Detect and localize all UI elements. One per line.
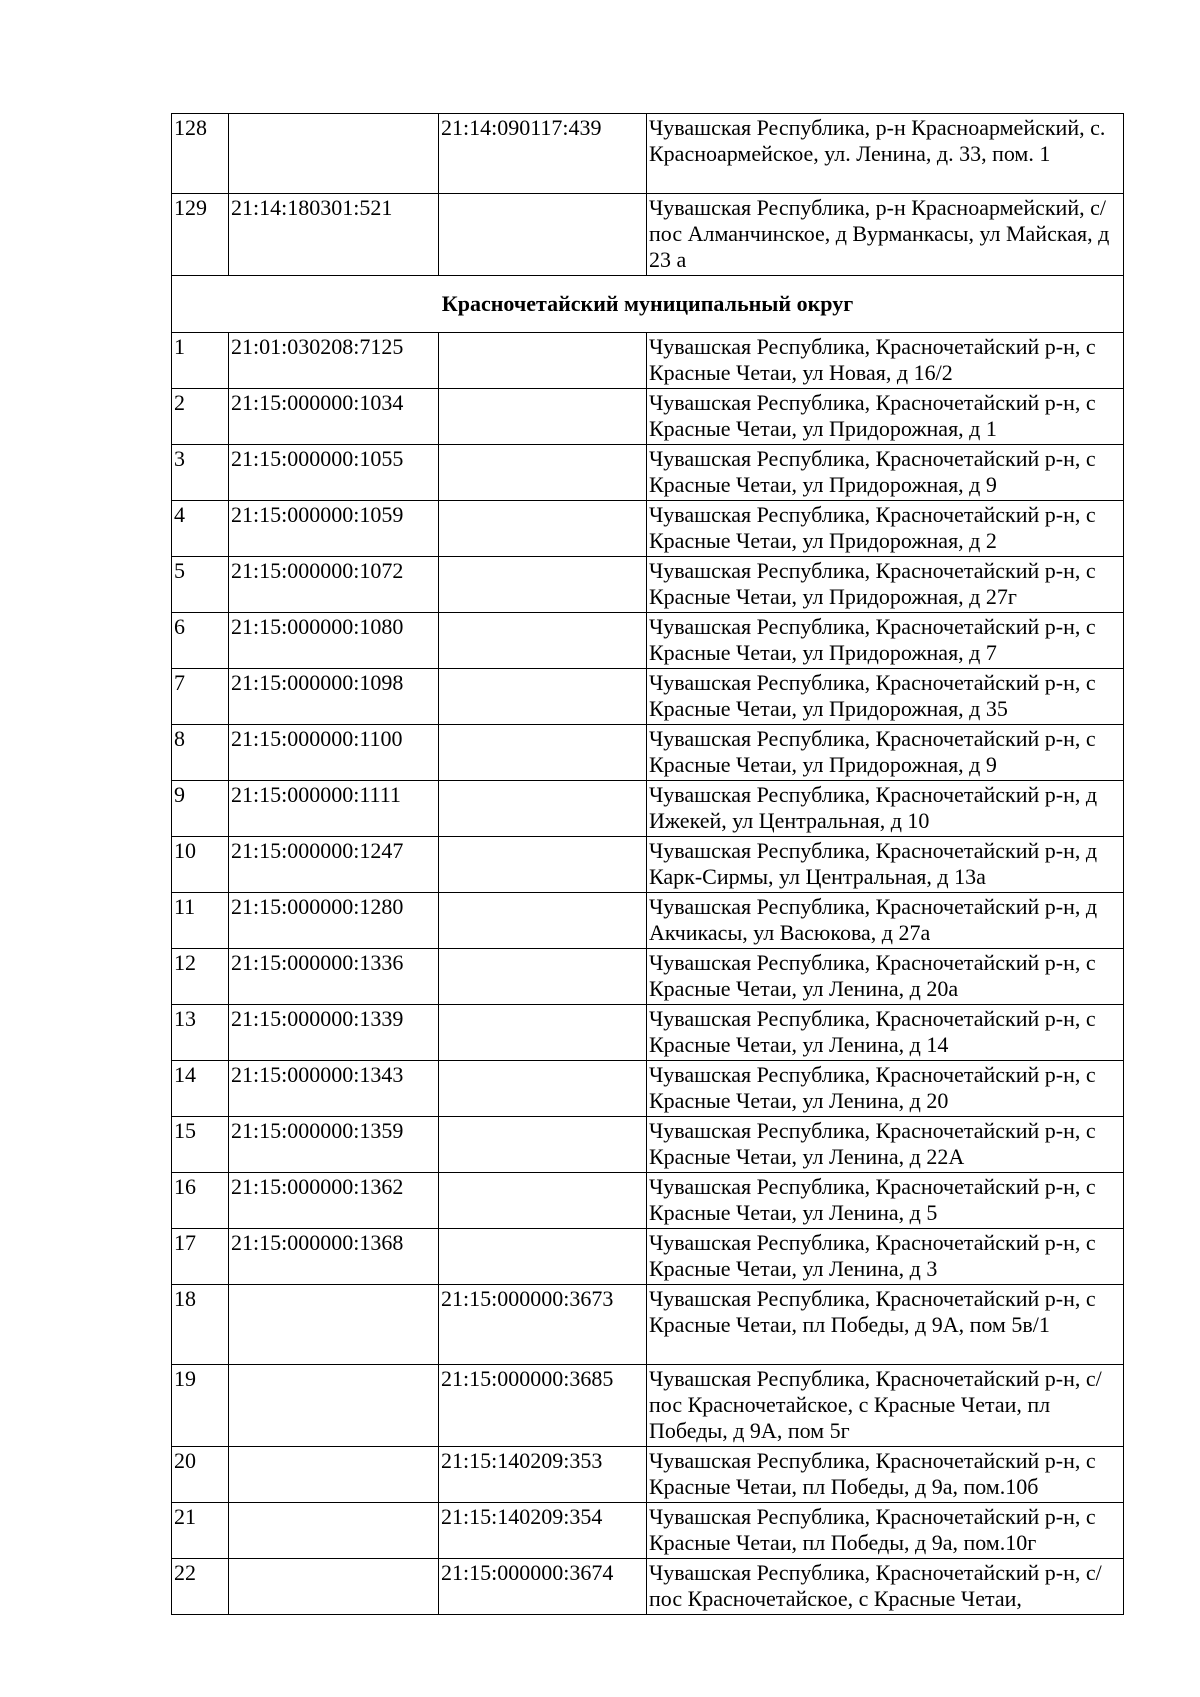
table-row (172, 1061, 1124, 1117)
property-registry-table (171, 113, 1124, 1615)
cadastral-number-land: 21:15:000000:1111 (229, 781, 439, 837)
table-row (172, 1005, 1124, 1061)
row-number: 6 (172, 613, 229, 669)
address-cell: Чувашская Республика, Красночетайский р-н, с Красные Четаи, ул Новая, д 16/2 (647, 333, 1124, 389)
table-row (172, 669, 1124, 725)
cadastral-number-premises (439, 1173, 647, 1229)
table-row (172, 949, 1124, 1005)
address-cell: Чувашская Республика, Красночетайский р-н, с Красные Четаи, ул Ленина, д 20 (647, 1061, 1124, 1117)
cadastral-number-land: 21:15:000000:1247 (229, 837, 439, 893)
table-row (172, 114, 1124, 194)
cadastral-number-land: 21:15:000000:1359 (229, 1117, 439, 1173)
table-row (172, 1503, 1124, 1559)
cadastral-number-premises: 21:15:000000:3674 (439, 1559, 647, 1615)
row-number: 21 (172, 1503, 229, 1559)
cadastral-number-land (229, 1559, 439, 1615)
table-row (172, 1173, 1124, 1229)
table-row (172, 1117, 1124, 1173)
cadastral-number-land: 21:15:000000:1059 (229, 501, 439, 557)
table-row (172, 1229, 1124, 1285)
cadastral-number-premises (439, 1117, 647, 1173)
address-cell: Чувашская Республика, Красночетайский р-н, с Красные Четаи, ул Придорожная, д 9 (647, 725, 1124, 781)
row-number: 128 (172, 114, 229, 194)
cadastral-number-land: 21:15:000000:1034 (229, 389, 439, 445)
table-row (172, 1559, 1124, 1615)
row-number: 12 (172, 949, 229, 1005)
address-cell: Чувашская Республика, Красночетайский р-н, с Красные Четаи, ул Ленина, д 3 (647, 1229, 1124, 1285)
address-cell: Чувашская Республика, р-н Красноармейский, с. Красноармейское, ул. Ленина, д. 33, пом. 1 (647, 114, 1124, 194)
table-row (172, 194, 1124, 276)
cadastral-number-premises (439, 194, 647, 276)
cadastral-number-land: 21:15:000000:1072 (229, 557, 439, 613)
cadastral-number-premises: 21:14:090117:439 (439, 114, 647, 194)
address-cell: Чувашская Республика, Красночетайский р-н, с Красные Четаи, ул Ленина, д 22А (647, 1117, 1124, 1173)
cadastral-number-land (229, 1365, 439, 1447)
table-row (172, 1285, 1124, 1365)
cadastral-number-land (229, 1447, 439, 1503)
cadastral-number-land: 21:15:000000:1362 (229, 1173, 439, 1229)
address-cell: Чувашская Республика, Красночетайский р-н, с Красные Четаи, ул Придорожная, д 9 (647, 445, 1124, 501)
cadastral-number-premises (439, 501, 647, 557)
address-cell: Чувашская Республика, Красночетайский р-н, с Красные Четаи, ул Ленина, д 14 (647, 1005, 1124, 1061)
cadastral-number-premises (439, 725, 647, 781)
cadastral-number-land (229, 1285, 439, 1365)
address-cell: Чувашская Республика, Красночетайский р-н, с Красные Четаи, ул Придорожная, д 2 (647, 501, 1124, 557)
row-number: 7 (172, 669, 229, 725)
cadastral-number-premises (439, 669, 647, 725)
cadastral-number-land: 21:15:000000:1339 (229, 1005, 439, 1061)
row-number: 18 (172, 1285, 229, 1365)
address-cell: Чувашская Республика, Красночетайский р-н, д Ижекей, ул Центральная, д 10 (647, 781, 1124, 837)
row-number: 17 (172, 1229, 229, 1285)
row-number: 15 (172, 1117, 229, 1173)
row-number: 2 (172, 389, 229, 445)
row-number: 14 (172, 1061, 229, 1117)
cadastral-number-land: 21:15:000000:1055 (229, 445, 439, 501)
cadastral-number-land: 21:15:000000:1336 (229, 949, 439, 1005)
cadastral-number-land: 21:15:000000:1368 (229, 1229, 439, 1285)
address-cell: Чувашская Республика, Красночетайский р-н, с Красные Четаи, ул Ленина, д 5 (647, 1173, 1124, 1229)
address-cell: Чувашская Республика, Красночетайский р-н, с Красные Четаи, ул Придорожная, д 7 (647, 613, 1124, 669)
cadastral-number-premises (439, 557, 647, 613)
row-number: 129 (172, 194, 229, 276)
row-number: 3 (172, 445, 229, 501)
row-number: 22 (172, 1559, 229, 1615)
cadastral-number-land: 21:14:180301:521 (229, 194, 439, 276)
cadastral-number-land: 21:01:030208:7125 (229, 333, 439, 389)
cadastral-number-premises (439, 333, 647, 389)
cadastral-number-land (229, 114, 439, 194)
table-row (172, 725, 1124, 781)
section-title: Красночетайский муниципальный округ (172, 276, 1124, 333)
table-row (172, 445, 1124, 501)
address-cell: Чувашская Республика, Красночетайский р-н, с Красные Четаи, ул Ленина, д 20а (647, 949, 1124, 1005)
row-number: 4 (172, 501, 229, 557)
cadastral-number-land: 21:15:000000:1343 (229, 1061, 439, 1117)
section-header (172, 276, 1124, 333)
address-cell: Чувашская Республика, Красночетайский р-н, д Акчикасы, ул Васюкова, д 27а (647, 893, 1124, 949)
cadastral-number-premises (439, 613, 647, 669)
cadastral-number-premises (439, 949, 647, 1005)
cadastral-number-premises (439, 389, 647, 445)
row-number: 13 (172, 1005, 229, 1061)
row-number: 20 (172, 1447, 229, 1503)
table-row (172, 837, 1124, 893)
cadastral-number-land: 21:15:000000:1280 (229, 893, 439, 949)
cadastral-number-premises (439, 893, 647, 949)
address-cell: Чувашская Республика, Красночетайский р-н, д Карк-Сирмы, ул Центральная, д 13а (647, 837, 1124, 893)
row-number: 19 (172, 1365, 229, 1447)
table-row (172, 1365, 1124, 1447)
cadastral-number-premises: 21:15:000000:3673 (439, 1285, 647, 1365)
cadastral-number-premises (439, 1005, 647, 1061)
cadastral-number-land: 21:15:000000:1098 (229, 669, 439, 725)
table-row (172, 893, 1124, 949)
table-row (172, 557, 1124, 613)
cadastral-number-premises (439, 1229, 647, 1285)
cadastral-number-premises: 21:15:000000:3685 (439, 1365, 647, 1447)
address-cell: Чувашская Республика, Красночетайский р-н, с Красные Четаи, ул Придорожная, д 1 (647, 389, 1124, 445)
address-cell: Чувашская Республика, Красночетайский р-н, с/пос Красночетайское, с Красные Четаи, (647, 1559, 1124, 1615)
cadastral-number-land: 21:15:000000:1080 (229, 613, 439, 669)
row-number: 10 (172, 837, 229, 893)
row-number: 5 (172, 557, 229, 613)
cadastral-number-land (229, 1503, 439, 1559)
table-body-krasnochetaisky (172, 333, 1124, 1615)
cadastral-number-land: 21:15:000000:1100 (229, 725, 439, 781)
table-row (172, 1447, 1124, 1503)
row-number: 11 (172, 893, 229, 949)
address-cell: Чувашская Республика, Красночетайский р-н, с Красные Четаи, ул Придорожная, д 35 (647, 669, 1124, 725)
address-cell: Чувашская Республика, р-н Красноармейский, с/пос Алманчинское, д Вурманкасы, ул Майская, д 23 а (647, 194, 1124, 276)
row-number: 9 (172, 781, 229, 837)
address-cell: Чувашская Республика, Красночетайский р-н, с Красные Четаи, пл Победы, д 9а, пом.10г (647, 1503, 1124, 1559)
address-cell: Чувашская Республика, Красночетайский р-н, с Красные Четаи, пл Победы, д 9а, пом.10б (647, 1447, 1124, 1503)
row-number: 1 (172, 333, 229, 389)
address-cell: Чувашская Республика, Красночетайский р-н, с/пос Красночетайское, с Красные Четаи, пл Победы, д 9А, пом 5г (647, 1365, 1124, 1447)
row-number: 8 (172, 725, 229, 781)
table-body-previous-district (172, 114, 1124, 276)
cadastral-number-premises (439, 781, 647, 837)
cadastral-number-premises: 21:15:140209:354 (439, 1503, 647, 1559)
cadastral-number-premises (439, 445, 647, 501)
table-row (172, 501, 1124, 557)
address-cell: Чувашская Республика, Красночетайский р-н, с Красные Четаи, пл Победы, д 9А, пом 5в/1 (647, 1285, 1124, 1365)
cadastral-number-premises: 21:15:140209:353 (439, 1447, 647, 1503)
address-cell: Чувашская Республика, Красночетайский р-н, с Красные Четаи, ул Придорожная, д 27г (647, 557, 1124, 613)
table-row (172, 389, 1124, 445)
table-row (172, 781, 1124, 837)
table-row (172, 613, 1124, 669)
row-number: 16 (172, 1173, 229, 1229)
table-row (172, 333, 1124, 389)
cadastral-number-premises (439, 837, 647, 893)
cadastral-number-premises (439, 1061, 647, 1117)
